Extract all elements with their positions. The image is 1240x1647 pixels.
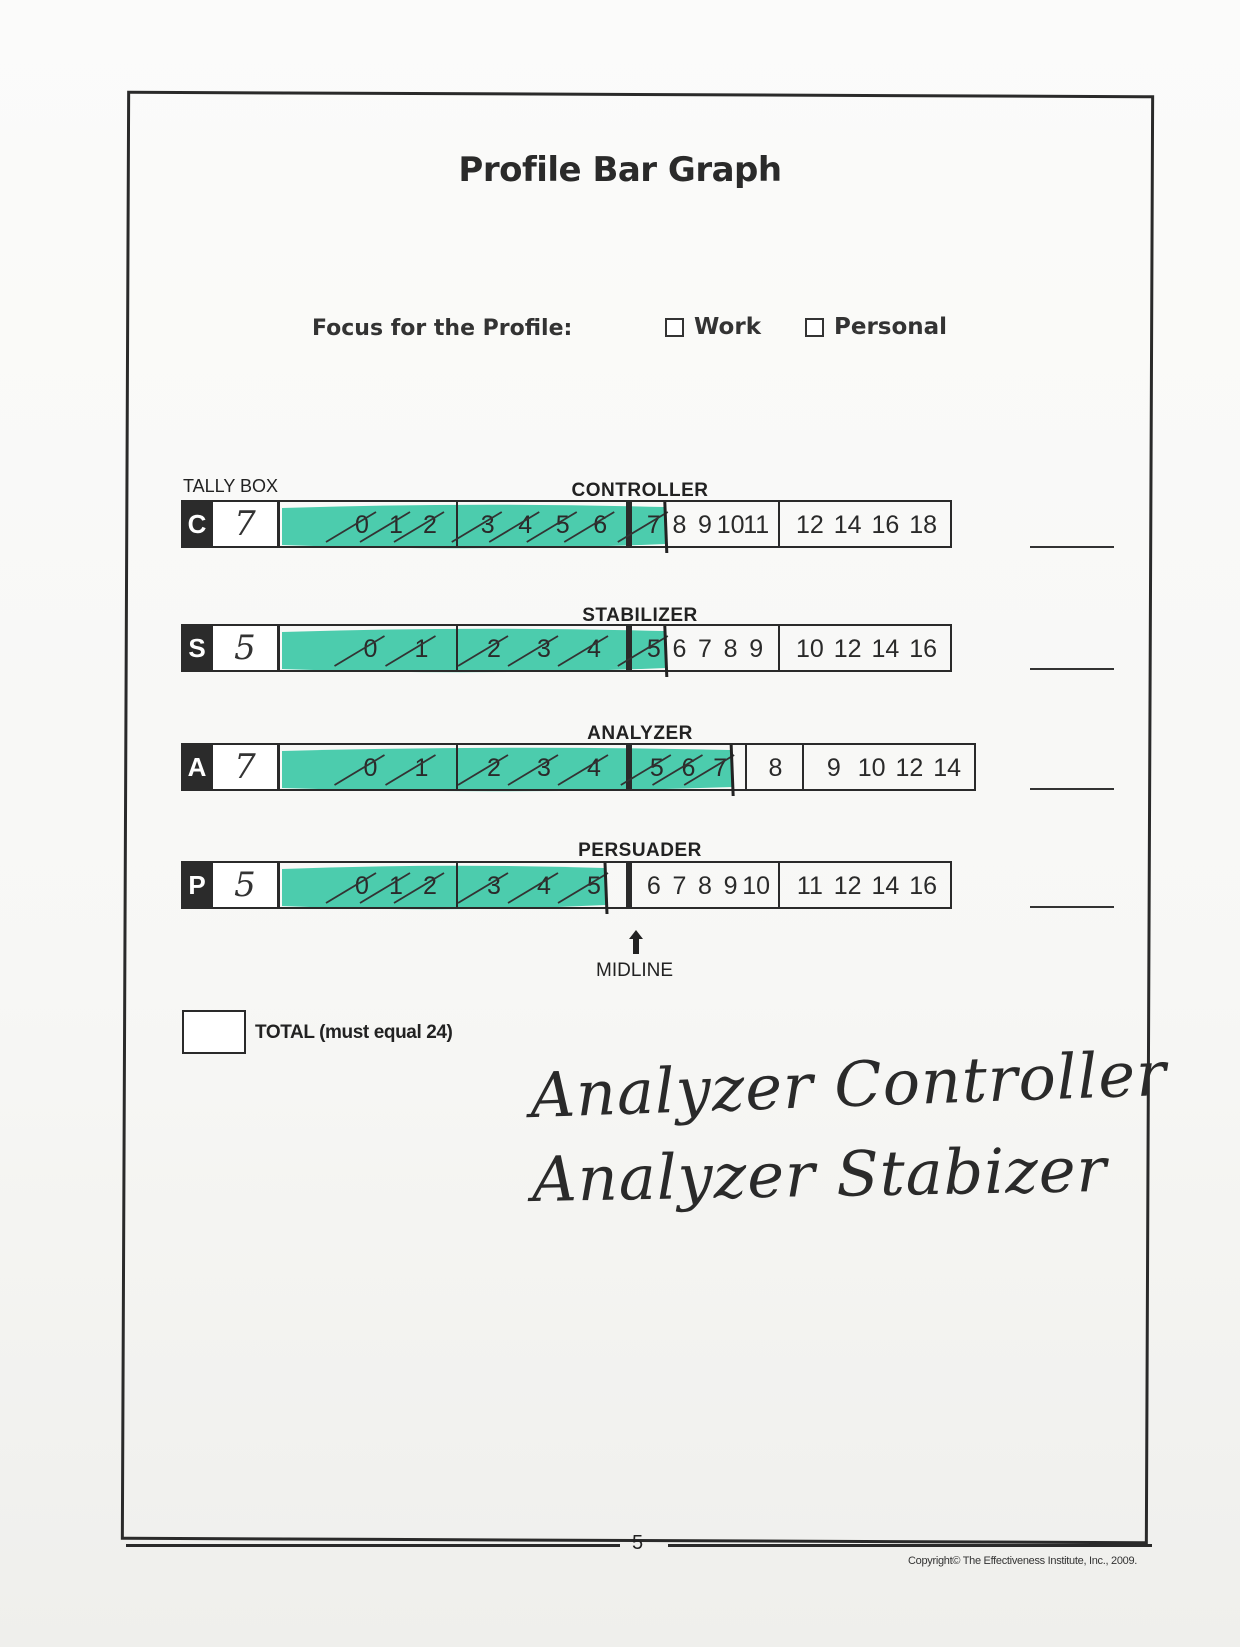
score-line[interactable] — [1030, 668, 1114, 670]
scale-number: 9 — [826, 754, 841, 782]
scale-number: 7 — [713, 754, 728, 782]
tally-box-header: TALLY BOX — [183, 476, 279, 496]
page-number: 5 — [632, 1532, 644, 1554]
scale-number: 14 — [833, 511, 862, 539]
scale-number: 0 — [355, 872, 369, 900]
tally-box[interactable]: 7 — [213, 743, 279, 791]
pen-mark — [731, 745, 733, 796]
scale-number: 16 — [871, 511, 900, 539]
analyzer-bar — [278, 743, 1005, 797]
row-letter: A — [181, 743, 213, 791]
stabilizer-scale — [181, 624, 1005, 672]
scale-number: 10 — [795, 635, 824, 663]
scale-number: 3 — [487, 872, 501, 900]
scale-number: 3 — [537, 635, 551, 663]
scale-number: 16 — [909, 635, 938, 663]
copyright: Copyright© The Effectiveness Institute, Inc., 2009. — [908, 1555, 1138, 1567]
scale-number: 5 — [555, 511, 570, 539]
scale-number: 5 — [587, 872, 601, 900]
scale-number: 14 — [871, 635, 900, 663]
scale-number: 12 — [833, 872, 862, 900]
scale-number: 9 — [749, 635, 764, 663]
persuader-scale — [181, 861, 1005, 909]
scale-number: 4 — [587, 754, 601, 782]
personal-checkbox-label: Personal — [834, 314, 948, 340]
scale-number: 10 — [742, 872, 771, 900]
scale-number: 8 — [672, 511, 687, 539]
scale-number: 0 — [355, 511, 369, 539]
scale-number: 7 — [672, 872, 687, 900]
scale-number: 6 — [593, 511, 608, 539]
scale-number: 7 — [698, 635, 712, 663]
persuader-bar — [278, 861, 1005, 915]
tally-box[interactable]: 5 — [213, 624, 279, 672]
highlight-fill — [282, 629, 666, 673]
scale-number: 12 — [833, 635, 862, 663]
stabilizer-bar — [278, 624, 1005, 678]
scale-number: 6 — [672, 635, 687, 663]
scale-number: 14 — [933, 754, 962, 782]
pen-mark — [605, 863, 607, 914]
footer-rule — [126, 1544, 620, 1547]
scale-number: 10 — [857, 754, 886, 782]
scale-number: 10 — [716, 511, 745, 539]
scale-number: 8 — [698, 872, 712, 900]
highlight-fill — [282, 505, 666, 549]
highlight-fill — [282, 866, 606, 910]
scale-number: 8 — [768, 754, 783, 782]
midline-label: MIDLINE — [596, 960, 674, 981]
row-letter: S — [181, 624, 213, 672]
stabilizer-label: STABILIZER — [582, 605, 698, 626]
scale-number: 2 — [487, 754, 501, 782]
analyzer-scale — [181, 743, 1005, 791]
work-checkbox-label: Work — [694, 314, 761, 340]
scale-number: 11 — [796, 872, 823, 900]
personal-checkbox[interactable] — [805, 314, 947, 340]
scale-number: 4 — [518, 511, 533, 539]
scale-number: 1 — [389, 511, 403, 539]
pen-mark — [665, 626, 667, 677]
score-line[interactable] — [1030, 546, 1114, 548]
checkbox-square[interactable] — [665, 318, 684, 337]
scale-number: 18 — [909, 511, 938, 539]
checkbox-square[interactable] — [805, 318, 824, 337]
scale-number: 0 — [363, 754, 378, 782]
handwritten-note: Analyzer Controller — [528, 1036, 1168, 1133]
page-border — [121, 91, 1154, 1544]
total-label: TOTAL (must equal 24) — [255, 1022, 453, 1043]
footer-rule — [668, 1544, 1152, 1547]
scale-number: 7 — [646, 511, 661, 539]
scale-number: 9 — [698, 511, 712, 539]
controller-label: CONTROLLER — [571, 480, 709, 501]
scale-number: 2 — [423, 511, 437, 539]
scale-number: 9 — [723, 872, 738, 900]
scale-number: 5 — [646, 635, 661, 663]
pen-mark — [665, 502, 667, 553]
scale-number: 6 — [646, 872, 661, 900]
scale-number: 1 — [414, 635, 429, 663]
scale-number: 3 — [537, 754, 551, 782]
work-checkbox[interactable] — [665, 314, 761, 340]
scale-number: 4 — [537, 872, 551, 900]
scale-number: 8 — [723, 635, 738, 663]
tally-box[interactable]: 7 — [213, 500, 279, 548]
scale-number: 6 — [681, 754, 696, 782]
score-line[interactable] — [1030, 906, 1114, 908]
scale-number: 12 — [795, 511, 824, 539]
focus-label: Focus for the Profile: — [312, 316, 573, 341]
total-box[interactable] — [182, 1010, 246, 1054]
analyzer-label: ANALYZER — [587, 723, 693, 744]
scale-number: 1 — [389, 872, 403, 900]
controller-scale — [181, 500, 1005, 548]
scale-number: 16 — [909, 872, 938, 900]
scale-number: 0 — [363, 635, 378, 663]
arrow-up-icon — [629, 930, 643, 954]
row-letter: P — [181, 861, 213, 909]
highlight-fill — [282, 748, 732, 792]
scale-number: 2 — [487, 635, 501, 663]
scale-number: 2 — [423, 872, 437, 900]
scale-number: 1 — [414, 754, 429, 782]
controller-bar — [278, 500, 1005, 554]
row-letter: C — [181, 500, 213, 548]
persuader-label: PERSUADER — [578, 840, 702, 861]
score-line[interactable] — [1030, 788, 1114, 790]
scale-number: 14 — [871, 872, 900, 900]
scale-number: 3 — [480, 511, 495, 539]
page-title: Profile Bar Graph — [458, 150, 782, 190]
handwritten-note: Analyzer Stabizer — [531, 1132, 1108, 1217]
tally-box[interactable]: 5 — [213, 861, 279, 909]
scale-number: 12 — [895, 754, 924, 782]
scale-number: 5 — [649, 754, 664, 782]
scale-number: 11 — [743, 511, 770, 539]
scale-number: 4 — [587, 635, 601, 663]
